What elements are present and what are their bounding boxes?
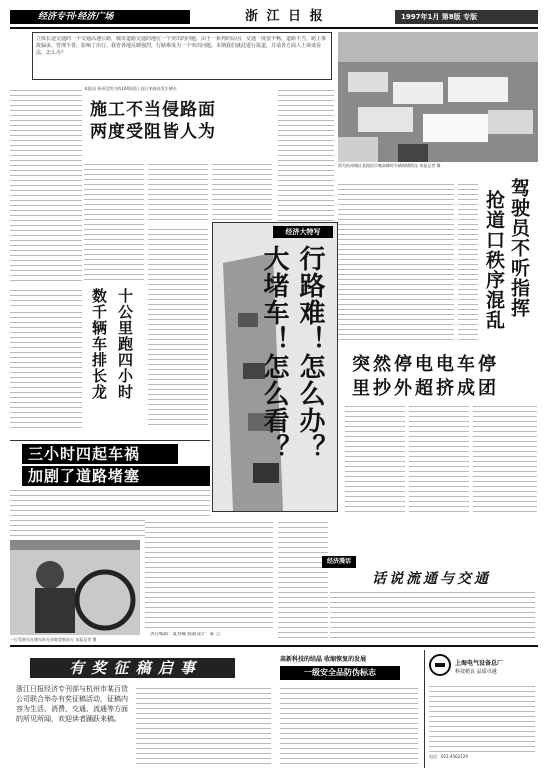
commentary-tag: 经济漫话 bbox=[322, 556, 356, 568]
bus-body-2 bbox=[409, 406, 469, 512]
ad-middle-headline: 高新科技的结晶 收缩恢复的发展 bbox=[280, 656, 367, 663]
ad-left-title: 有 奖 征 稿 启 事 bbox=[30, 658, 235, 678]
driver-photo bbox=[10, 540, 140, 635]
ad-middle-banner: 一级安全品防伪标志 bbox=[280, 666, 400, 680]
traffic-jam-image bbox=[338, 32, 538, 162]
drivers-title-1: 驾驶员不听指挥 bbox=[508, 178, 530, 318]
ad-left-columns bbox=[136, 684, 271, 764]
construction-title-2: 两度受阻皆人为 bbox=[90, 122, 216, 142]
middle-text-col bbox=[278, 86, 334, 221]
tenkm-body bbox=[10, 308, 82, 428]
ad-middle bbox=[278, 650, 420, 768]
construction-kicker: 本报讯 杭州至绍兴的104国道上连日来接连发生堵车 bbox=[84, 86, 177, 91]
editor-line: 责任编辑：夏春榆 版面设计：陈 云 bbox=[150, 632, 221, 637]
feature-block bbox=[212, 222, 338, 512]
ad-left bbox=[12, 650, 274, 768]
intro-text: 立体长途交通的一个交通高速公路，城市道路交通的地位一个突出的问题，由于一系列的原因，交通一度很不畅，道路不当，路上事故偏多，管理不善，影响了出行。我省各地反映强烈，行路难成为一个突出问题。本期我们就此进行报道，并请各方面人士谈谈看法，怎么办？ bbox=[36, 36, 327, 56]
commentary-title: 话说流通与交通 bbox=[372, 571, 491, 587]
accident-title-2: 加剧了道路堵塞 bbox=[22, 466, 210, 486]
ad-right-phone: 电话：021-4562129 bbox=[429, 754, 468, 759]
masthead-rule bbox=[10, 27, 538, 29]
tenkm-title-2: 数千辆车排长龙 bbox=[90, 288, 108, 400]
driver-image bbox=[10, 540, 140, 635]
tenkm-body-2 bbox=[148, 225, 208, 425]
bus-body-1 bbox=[345, 406, 405, 512]
bus-title-1: 突然停电电车停 bbox=[352, 354, 499, 375]
section-label: 经济专刊·经济广场 bbox=[10, 10, 190, 24]
ads-divider bbox=[10, 645, 538, 647]
accident-kicker bbox=[10, 432, 210, 441]
tenkm-kicker bbox=[10, 286, 82, 306]
bus-kicker bbox=[345, 344, 535, 352]
ad-right-slogan: 科技精良 品质卓越 bbox=[455, 669, 497, 675]
traffic-jam-photo bbox=[338, 32, 538, 162]
bus-title-2: 里抄外超挤成团 bbox=[352, 378, 499, 399]
construction-article bbox=[84, 86, 274, 156]
intro-box bbox=[32, 32, 332, 80]
feature-title-2: 大堵车！怎么看？ bbox=[259, 245, 289, 461]
construction-body-3 bbox=[212, 160, 272, 220]
company-logo-icon bbox=[429, 654, 451, 676]
driver-caption: 一位驾驶员在堵车时无奈地望着前方 本报记者 摄 bbox=[10, 637, 97, 642]
masthead-date: 1997年1月 第8版 专版 bbox=[395, 10, 538, 24]
bus-body-3 bbox=[473, 406, 537, 512]
ad-left-body: 浙江日报经济专刊部与杭州市某百货公司联合举办有奖征稿活动，征稿内容为生活、消费、交通、流通等方面的所见所闻，欢迎读者踊跃来稿。 bbox=[16, 685, 128, 723]
ad-right-company: 上海电气设备总厂 bbox=[455, 660, 504, 667]
construction-body-2 bbox=[148, 160, 208, 220]
paper-name: 浙 江 日 报 bbox=[245, 9, 325, 24]
photo-caption-top: 图为杭州城区某路段早晚高峰时车辆拥堵情况 本报记者 摄 bbox=[338, 163, 441, 168]
commentary-text bbox=[330, 592, 535, 638]
left-column-text bbox=[10, 86, 82, 281]
construction-title-1: 施工不当侵路面 bbox=[90, 100, 216, 120]
feature-title-1: 行路难！怎么办？ bbox=[295, 245, 325, 461]
masthead bbox=[10, 8, 538, 28]
tenkm-title-1: 十公里跑四小时 bbox=[116, 288, 134, 400]
drivers-title-2: 抢道口秩序混乱 bbox=[483, 190, 505, 330]
bottom-middle-text bbox=[145, 518, 273, 628]
accident-title-1: 三小时四起车祸 bbox=[22, 444, 178, 464]
feature-tag: 经济大特写 bbox=[273, 226, 333, 238]
ad-middle-body bbox=[280, 684, 418, 764]
drivers-body bbox=[458, 180, 478, 340]
right-text-col bbox=[338, 180, 454, 340]
construction-body-1 bbox=[84, 160, 144, 280]
ad-right bbox=[424, 650, 539, 768]
commentary-text-left bbox=[278, 518, 328, 638]
ad-right-body bbox=[429, 682, 535, 752]
